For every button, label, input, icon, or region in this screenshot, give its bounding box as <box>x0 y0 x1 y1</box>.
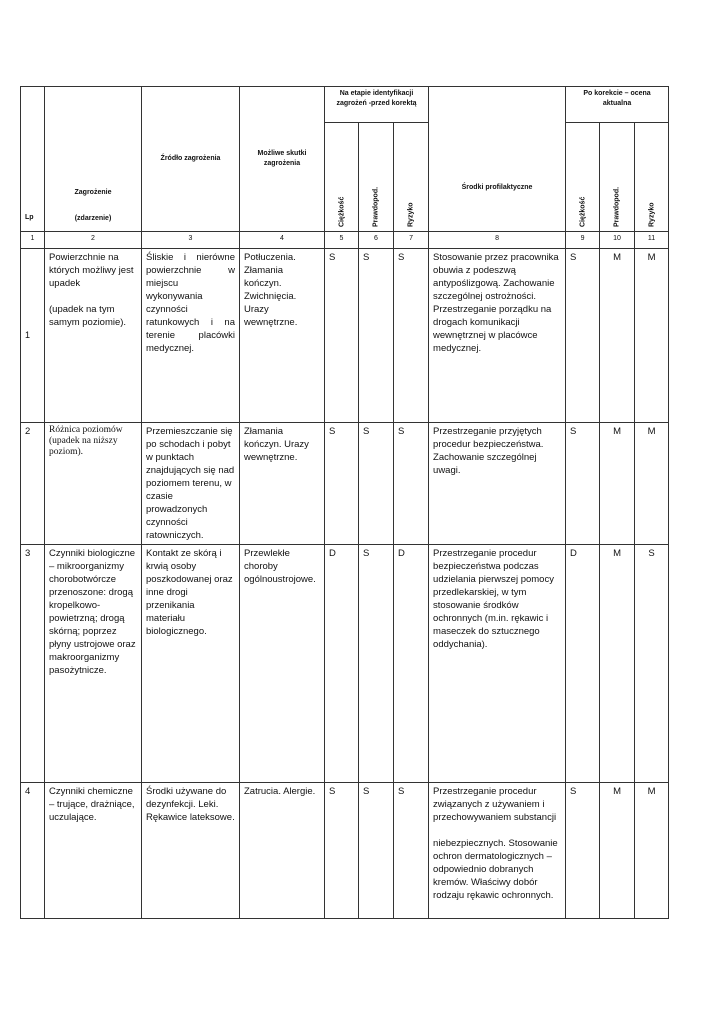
table-row <box>21 545 669 783</box>
row-ciezkosc-before: S <box>325 249 359 423</box>
srodki-text: Przestrzeganie procedur związanych z używaniem i przechowywaniem substancji <box>433 786 557 823</box>
zagrozenie-text: Powierzchnie na których możliwy jest upadek <box>49 252 134 289</box>
row-skutki: Potłuczenia. Złamania kończyn. Zwichnięcia. Urazy wewnętrzne. <box>240 249 325 423</box>
row-srodki: Przestrzeganie procedur bezpieczeństwa podczas udzielania pierwszej pomocy przedlekarskiej, w tym stosowanie środków ochronnych (m.in. rękawic i maseczek do sztucznego oddychania). <box>429 545 566 783</box>
row-prawdopod-before: S <box>359 249 394 423</box>
row-prawdopod-before: S <box>359 783 394 919</box>
col-number: 5 <box>325 232 359 249</box>
col-number: 2 <box>45 232 142 249</box>
row-zrodlo: Kontakt ze skórą i krwią osoby poszkodowanej oraz inne drogi przenikania materiału biologicznego. <box>142 545 240 783</box>
header-lp: Lp <box>25 214 34 221</box>
header-ciezkosc-1-cell <box>325 123 359 232</box>
row-zagrozenie: Czynniki biologiczne – mikroorganizmy chorobotwórcze przenoszone: drogą kropelkowo-powietrzną; drogą skórną; poprzez płyny ustrojowe oraz makroorganizmy pasożytnicze. <box>45 545 142 783</box>
header-skutki: Możliwe skutki zagrożenia <box>257 150 307 167</box>
col-number: 8 <box>429 232 566 249</box>
row-ciezkosc-before: S <box>325 423 359 545</box>
row-srodki <box>429 783 566 919</box>
header-zagrozenie: Zagrożenie <box>74 189 112 196</box>
row-ryzyko-before: S <box>394 249 429 423</box>
row-prawdopod-after: M <box>600 545 635 783</box>
row-ryzyko-after: M <box>635 783 669 919</box>
col-number: 11 <box>635 232 669 249</box>
header-etap-cell <box>325 87 429 123</box>
row-prawdopod-after: M <box>600 423 635 545</box>
row-ciezkosc-after: D <box>566 545 600 783</box>
row-zagrozenie: Czynniki chemiczne – trujące, drażniące, uczulające. <box>45 783 142 919</box>
header-ciezkosc-2-cell <box>566 123 600 232</box>
row-lp: 2 <box>21 423 45 545</box>
row-ciezkosc-after: S <box>566 423 600 545</box>
row-ryzyko-before: S <box>394 423 429 545</box>
header-zrodlo-cell <box>142 87 240 232</box>
header-zagrozenie-cell <box>45 87 142 232</box>
row-ryzyko-after: S <box>635 545 669 783</box>
header-po-korekcie-cell <box>566 87 669 123</box>
row-ciezkosc-after: S <box>566 783 600 919</box>
col-number: 4 <box>240 232 325 249</box>
row-ryzyko-before: S <box>394 783 429 919</box>
header-prawdopod-1-cell <box>359 123 394 232</box>
header-lp-cell <box>21 87 45 232</box>
header-zrodlo: Źródło zagrożenia <box>160 155 221 162</box>
header-prawdopod-2-cell <box>600 123 635 232</box>
header-ciezkosc-1: Ciężkość <box>338 196 345 227</box>
column-numbers-row <box>21 232 669 249</box>
header-ryzyko-2-cell <box>635 123 669 232</box>
col-number: 6 <box>359 232 394 249</box>
row-ryzyko-after: M <box>635 423 669 545</box>
row-zrodlo: Śliskie i nierówne powierzchnie w miejscu wykonywania czynności ratunkowych i na terenie placówki medycznej. <box>142 249 240 423</box>
row-skutki: Zatrucia. Alergie. <box>240 783 325 919</box>
header-zdarzenie: (zdarzenie) <box>74 215 112 222</box>
table-row <box>21 249 669 423</box>
row-prawdopod-before: S <box>359 545 394 783</box>
row-ciezkosc-before: S <box>325 783 359 919</box>
row-prawdopod-after: M <box>600 249 635 423</box>
header-ryzyko-1-cell <box>394 123 429 232</box>
srodki-text-continued: niebezpiecznych. Stosowanie ochron dermatologicznych – odpowiednio dobranych kremów. Właściwy dobór rodzaju rękawic ochronnych. <box>433 838 558 901</box>
row-prawdopod-before: S <box>359 423 394 545</box>
risk-assessment-table <box>20 86 669 919</box>
row-srodki: Przestrzeganie przyjętych procedur bezpieczeństwa. Zachowanie szczególnej uwagi. <box>429 423 566 545</box>
header-po-korekcie: Po korekcie – ocena aktualna <box>583 90 651 107</box>
header-prawdopod-2: Prawdopod. <box>613 186 621 227</box>
header-skutki-cell <box>240 87 325 232</box>
header-srodki: Środki profilaktyczne <box>461 184 533 191</box>
row-ryzyko-after: M <box>635 249 669 423</box>
row-lp: 3 <box>21 545 45 783</box>
header-etap: Na etapie identyfikacji zagrożeń -przed korektą <box>336 90 417 107</box>
row-lp: 4 <box>21 783 45 919</box>
row-ciezkosc-before: D <box>325 545 359 783</box>
table-row <box>21 423 669 545</box>
header-ryzyko-2: Ryzyko <box>648 202 656 227</box>
row-srodki: Stosowanie przez pracownika obuwia z podeszwą antypoślizgową. Zachowanie szczególnej ostrożności. Przestrzeganie porządku na drogach komunikacji wewnętrznej w placówce medycznej. <box>429 249 566 423</box>
header-ciezkosc-2: Ciężkość <box>579 196 587 227</box>
row-ryzyko-before: D <box>394 545 429 783</box>
row-zagrozenie <box>45 249 142 423</box>
col-number: 10 <box>600 232 635 249</box>
col-number: 1 <box>21 232 45 249</box>
row-lp: 1 <box>21 249 45 423</box>
row-zrodlo: Środki używane do dezynfekcji. Leki. Rękawice lateksowe. <box>142 783 240 919</box>
row-prawdopod-after: M <box>600 783 635 919</box>
col-number: 7 <box>394 232 429 249</box>
col-number: 9 <box>566 232 600 249</box>
row-zrodlo: Przemieszczanie się po schodach i pobyt w punktach znajdujących się nad poziomem terenu, w czasie prowadzonych czynności ratowniczych. <box>142 423 240 545</box>
row-skutki: Przewlekłe choroby ogólnoustrojowe. <box>240 545 325 783</box>
row-skutki: Złamania kończyn. Urazy wewnętrzne. <box>240 423 325 545</box>
zagrozenie-note: (upadek na tym samym poziomie). <box>49 304 127 328</box>
header-srodki-cell <box>429 87 566 232</box>
table-row <box>21 783 669 919</box>
header-ryzyko-1: Ryzyko <box>407 202 415 227</box>
col-number: 3 <box>142 232 240 249</box>
row-zagrozenie: Różnica poziomów (upadek na niższy poziom). <box>45 423 142 545</box>
header-prawdopod-1: Prawdopod. <box>372 186 380 227</box>
row-ciezkosc-after: S <box>566 249 600 423</box>
